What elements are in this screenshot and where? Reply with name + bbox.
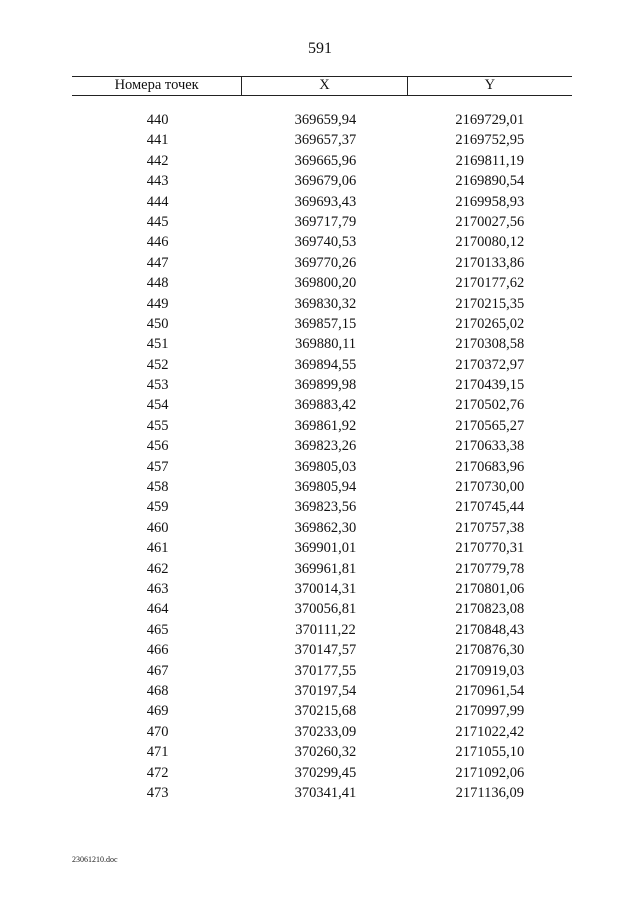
point-number-cell: 441 [146,132,169,149]
table-row [72,130,572,150]
y-coordinate-cell: 2170997,99 [455,703,525,720]
x-coordinate-cell: 369857,15 [294,315,357,332]
x-coordinate-cell: 369961,81 [294,560,357,577]
point-number-cell: 462 [146,560,169,577]
x-coordinate-cell: 369717,79 [294,213,357,230]
table-row [72,599,572,619]
table-row [72,579,572,599]
table-row [72,416,572,436]
point-number-cell: 440 [146,112,169,128]
y-coordinate-cell: 2169752,95 [455,132,525,149]
point-number-cell: 442 [146,152,169,169]
table-row [72,477,572,497]
x-coordinate-cell: 369823,26 [294,438,357,455]
table-row [72,171,572,191]
table-row [72,559,572,579]
x-coordinate-cell: 369862,30 [294,519,357,536]
x-coordinate-cell: 369880,11 [294,336,357,353]
y-coordinate-cell: 2170308,58 [455,336,525,353]
point-number-cell: 460 [146,519,169,536]
point-number-cell: 443 [146,173,169,190]
x-coordinate-cell: 369665,96 [294,152,357,169]
x-coordinate-cell: 370147,57 [294,642,357,659]
x-coordinate-cell: 370111,22 [295,621,356,638]
y-coordinate-cell: 2169890,54 [455,173,525,190]
x-coordinate-cell: 369861,92 [294,417,357,434]
point-number-cell: 457 [146,458,169,475]
x-coordinate-cell: 370260,32 [294,744,357,761]
point-number-cell: 470 [146,723,169,740]
point-number-cell: 461 [146,540,169,557]
table-row [72,640,572,660]
x-coordinate-cell: 369740,53 [294,234,357,251]
table-row [72,538,572,558]
point-number-cell: 471 [146,744,169,761]
point-number-cell: 464 [146,601,169,618]
x-coordinate-cell: 370014,31 [294,580,357,597]
point-number-cell: 445 [146,213,169,230]
table-row [72,355,572,375]
y-coordinate-cell: 2170876,30 [455,642,525,659]
x-coordinate-cell: 369657,37 [294,132,357,149]
y-coordinate-cell: 2170779,78 [455,560,525,577]
y-coordinate-cell: 2170080,12 [455,234,525,251]
table-row [72,212,572,232]
table-row [72,110,572,130]
table-header [72,76,572,96]
point-number-cell: 453 [146,377,169,394]
point-number-cell: 451 [146,336,169,353]
point-number-cell: 459 [146,499,169,516]
point-number-cell: 447 [146,254,169,271]
y-coordinate-cell: 2170565,27 [455,417,525,434]
y-coordinate-cell: 2169729,01 [455,112,525,128]
table-row [72,273,572,293]
y-coordinate-cell: 2169958,93 [455,193,525,210]
table-row [72,232,572,252]
y-coordinate-cell: 2170757,38 [455,519,525,536]
header-x: X [241,77,406,95]
table-row [72,192,572,212]
table-row [72,253,572,273]
x-coordinate-cell: 369693,43 [294,193,357,210]
point-number-cell: 448 [146,275,169,292]
x-coordinate-cell: 369830,32 [294,295,357,312]
x-coordinate-cell: 369894,55 [294,356,357,373]
y-coordinate-cell: 2170683,96 [455,458,525,475]
table-row [72,294,572,314]
point-number-cell: 456 [146,438,169,455]
y-coordinate-cell: 2170848,43 [455,621,525,638]
header-point-numbers: Номера точек [114,77,199,93]
x-coordinate-cell: 369679,06 [294,173,357,190]
y-coordinate-cell: 2170919,03 [455,662,525,679]
point-number-cell: 452 [146,356,169,373]
y-coordinate-cell: 2170215,35 [455,295,525,312]
table-row [72,457,572,477]
point-number-cell: 466 [146,642,169,659]
table-row [72,763,572,783]
y-coordinate-cell: 2170745,44 [455,499,525,516]
point-number-cell: 446 [146,234,169,251]
point-number-cell: 444 [146,193,169,210]
y-coordinate-cell: 2170133,86 [455,254,525,271]
x-coordinate-cell: 370341,41 [294,784,357,801]
point-number-cell: 463 [146,580,169,597]
header-y: Y [407,77,572,95]
x-coordinate-cell: 370299,45 [294,764,357,781]
table-row [72,783,572,803]
table-row [72,701,572,721]
x-coordinate-cell: 369800,20 [294,275,357,292]
table-row [72,314,572,334]
point-number-cell: 455 [146,417,169,434]
table-row [72,681,572,701]
table-row [72,620,572,640]
x-coordinate-cell: 369659,94 [294,112,357,128]
y-coordinate-cell: 2171136,09 [455,784,524,801]
y-coordinate-cell: 2170730,00 [455,479,525,496]
point-number-cell: 472 [146,764,169,781]
table-row [72,375,572,395]
x-coordinate-cell: 369823,56 [294,499,357,516]
y-coordinate-cell: 2171092,06 [455,764,525,781]
x-coordinate-cell: 370056,81 [294,601,357,618]
x-coordinate-cell: 369899,98 [294,377,357,394]
table-row [72,436,572,456]
y-coordinate-cell: 2170823,08 [455,601,525,618]
table-row [72,661,572,681]
x-coordinate-cell: 369883,42 [294,397,357,414]
x-coordinate-cell: 369805,03 [294,458,357,475]
table-row [72,518,572,538]
point-number-cell: 468 [146,682,169,699]
point-number-cell: 473 [146,784,169,801]
x-coordinate-cell: 369805,94 [294,479,357,496]
y-coordinate-cell: 2170770,31 [455,540,525,557]
y-coordinate-cell: 2170372,97 [455,356,525,373]
table-row [72,395,572,415]
x-coordinate-cell: 370215,68 [294,703,357,720]
y-coordinate-cell: 2171022,42 [455,723,525,740]
x-coordinate-cell: 369901,01 [294,540,357,557]
point-number-cell: 465 [146,621,169,638]
x-coordinate-cell: 370233,09 [294,723,357,740]
page-number: 591 [308,40,332,57]
point-number-cell: 449 [146,295,169,312]
table-row [72,497,572,517]
table-row [72,334,572,354]
point-number-cell: 467 [146,662,169,679]
table-row [72,722,572,742]
y-coordinate-cell: 2170502,76 [455,397,525,414]
coordinates-table [72,76,572,803]
y-coordinate-cell: 2170177,62 [455,275,525,292]
footer-filename: 23061210.doc [72,855,118,864]
y-coordinate-cell: 2170961,54 [455,682,525,699]
table-row [72,151,572,171]
y-coordinate-cell: 2170265,02 [455,315,525,332]
point-number-cell: 450 [146,315,169,332]
y-coordinate-cell: 2171055,10 [455,744,525,761]
x-coordinate-cell: 370177,55 [294,662,357,679]
y-coordinate-cell: 2169811,19 [455,152,524,169]
y-coordinate-cell: 2170801,06 [455,580,525,597]
y-coordinate-cell: 2170439,15 [455,377,525,394]
x-coordinate-cell: 369770,26 [294,254,357,271]
point-number-cell: 458 [146,479,169,496]
y-coordinate-cell: 2170633,38 [455,438,525,455]
table-body [72,110,572,803]
point-number-cell: 454 [146,397,169,414]
y-coordinate-cell: 2170027,56 [455,213,525,230]
x-coordinate-cell: 370197,54 [294,682,357,699]
table-row [72,742,572,762]
point-number-cell: 469 [146,703,169,720]
